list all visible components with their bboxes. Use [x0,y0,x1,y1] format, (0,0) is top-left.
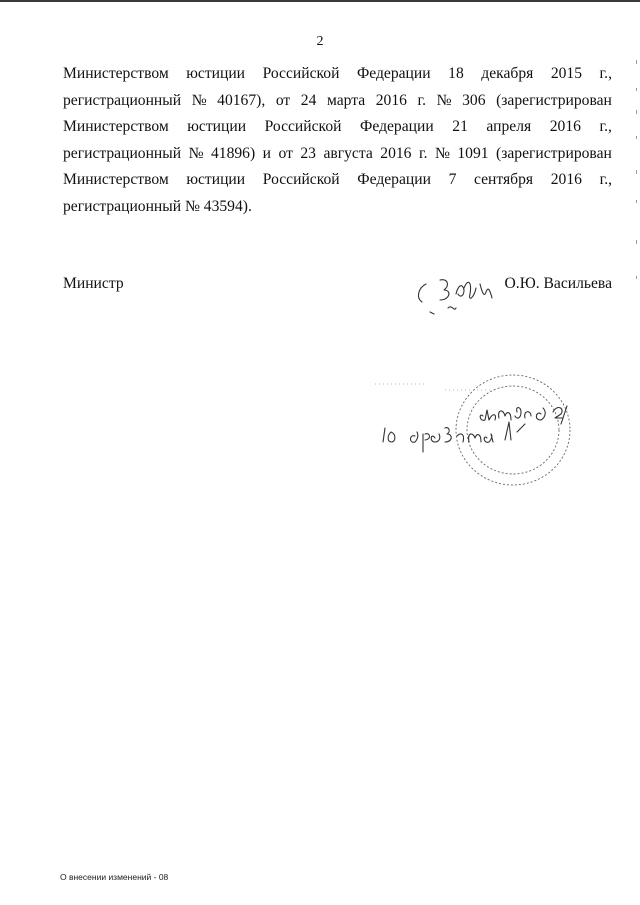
body-line-5 [63,167,612,194]
body-word: Российской [262,171,340,189]
body-word: 306 [462,91,486,109]
body-word: Министерством [63,118,169,136]
handwritten-signature [400,268,510,328]
body-word: и [262,144,271,162]
official-stamp [365,362,590,502]
body-word: 40167), [217,91,266,109]
body-word: (зарегистрирован [496,91,612,109]
body-word: г., [599,118,612,136]
body-word: юстиции [186,171,246,189]
body-word: г., [599,65,612,82]
body-line-4 [63,141,612,168]
body-word: юстиции [187,118,247,136]
body-line-2 [63,88,612,115]
body-word: Федерации [357,171,431,189]
body-word: 18 [448,65,464,82]
body-word: г. [417,91,427,109]
body-word: 2016 [380,144,412,162]
body-word: Федерации [360,118,434,136]
body-line-last: регистрационный № 43594). [63,197,252,215]
body-word: Российской [264,118,342,136]
body-word: Российской [262,65,340,82]
signer-title: Министр [63,275,124,292]
body-word: 1091 [457,144,489,162]
body-word: юстиции [186,65,246,82]
body-word: марта [326,91,366,109]
body-word: августа [323,144,373,162]
body-word: № [436,91,452,109]
body-word: декабря [481,65,534,82]
body-word: сентября [474,171,534,189]
body-word: № [188,144,204,162]
footer-document-code: О внесении изменений - 08 [60,872,169,882]
body-word: апреля [486,118,532,136]
body-word: 21 [452,118,468,136]
body-word: 23 [300,144,316,162]
body-word: 2016 [549,118,581,136]
body-word: № [191,91,207,109]
body-word: Федерации [356,65,431,82]
scan-edge-marks [634,40,640,300]
page-number: 2 [316,34,324,49]
body-word: Министерством [63,65,169,82]
body-word: 2016 [375,91,407,109]
body-word: от [275,91,291,109]
signer-name: О.Ю. Васильева [504,275,612,292]
body-word: 7 [448,171,457,189]
body-word: 2016 [550,171,582,189]
top-border-line [0,0,640,2]
signature-row [63,275,612,299]
body-line-3 [63,114,612,141]
body-word: (зарегистрирован [496,144,612,162]
body-word: Министерством [63,171,169,189]
body-word: № [434,144,450,162]
body-word: регистрационный [63,144,182,162]
body-word: 2015 [550,65,583,82]
body-word: 41896) [210,144,256,162]
body-word: регистрационный [63,91,182,109]
body-line-1 [63,61,612,88]
body-word: г. [418,144,428,162]
body-paragraph [63,61,612,221]
body-word: 24 [300,91,317,109]
body-word: г., [599,171,612,189]
body-word: от [278,144,293,162]
